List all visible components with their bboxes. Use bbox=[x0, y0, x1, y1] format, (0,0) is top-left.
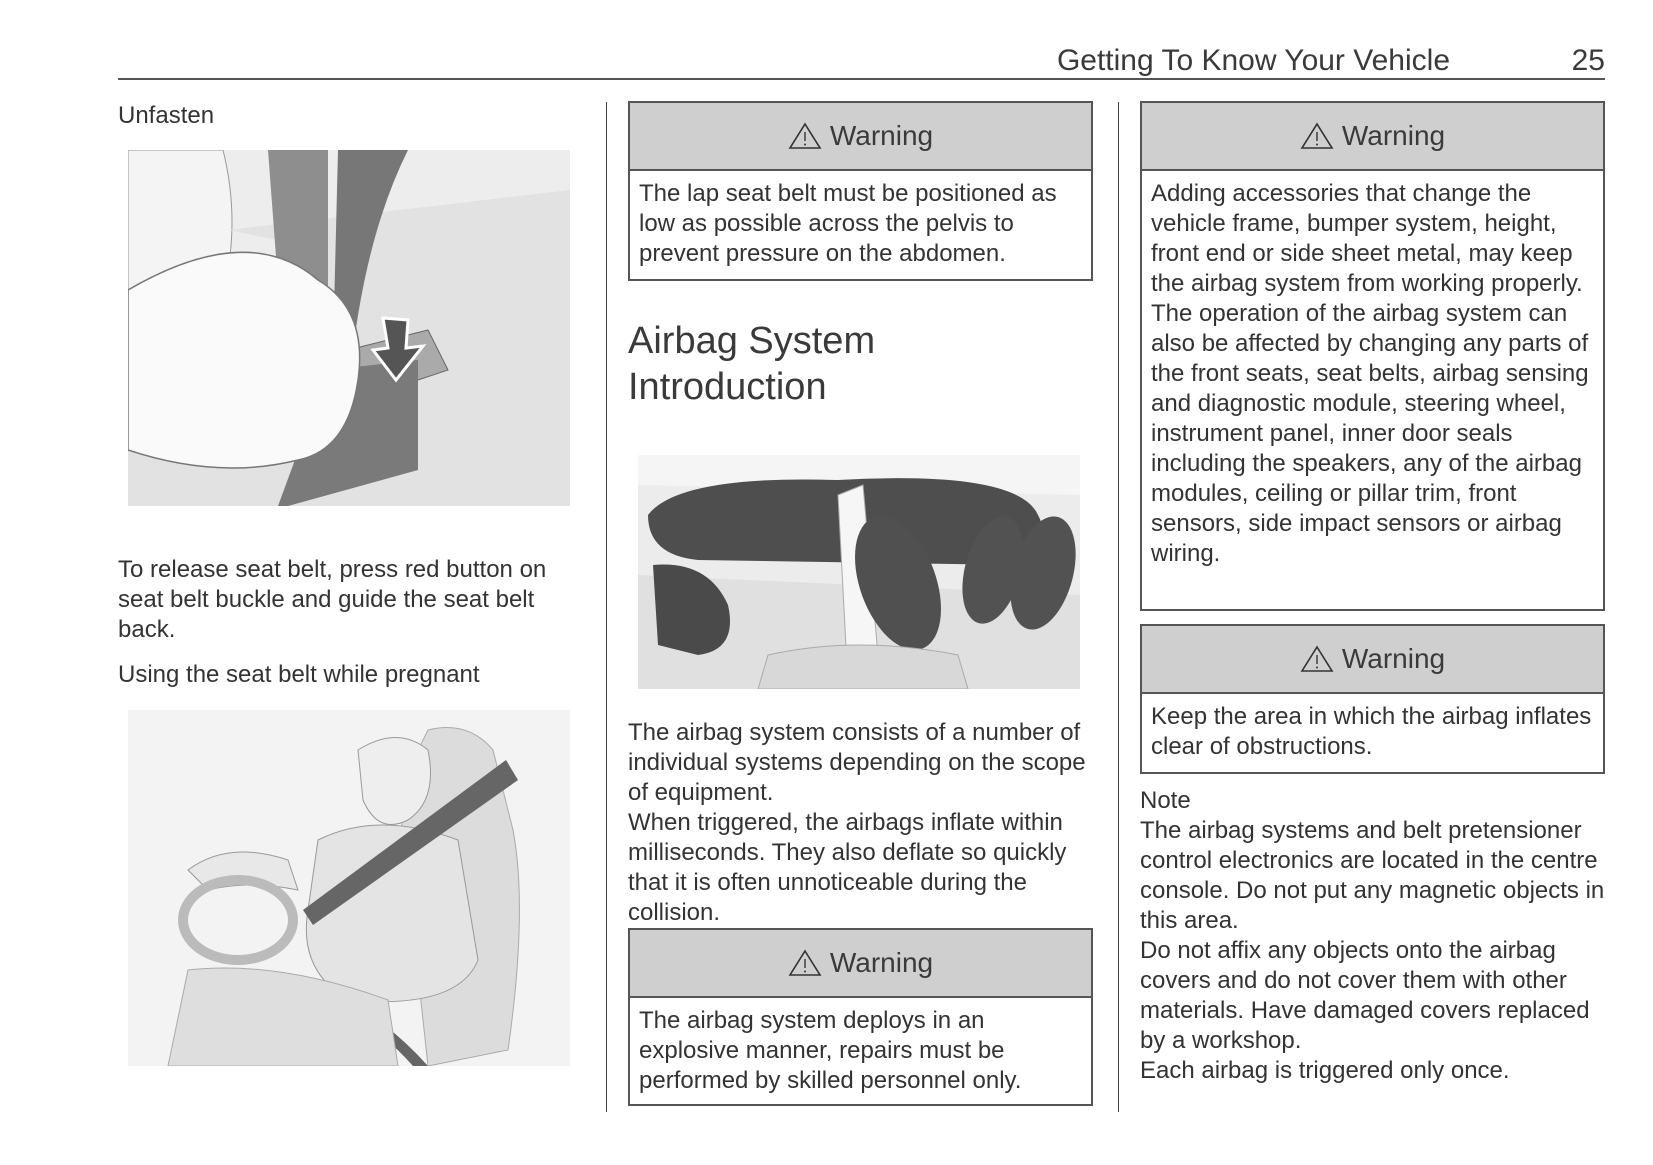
warning-box-explosive bbox=[628, 928, 1093, 1106]
warning-triangle-icon bbox=[1300, 122, 1334, 150]
warning-box-lap-belt bbox=[628, 101, 1093, 281]
warning-box-obstructions bbox=[1140, 624, 1605, 774]
warning-triangle-icon bbox=[788, 949, 822, 977]
unfasten-heading: Unfasten bbox=[118, 102, 215, 129]
warning-text: Adding accessories that change the vehicle frame, bumper system, height, front end or side sheet metal, may keep the airbag system from working properly. The operation of the airbag system can also be affected by changing any parts of the front seats, seat belts, airbag sensing and diagnostic module, steering wheel, instrument panel, inner door seals including the speakers, any of the airbag modules, ceiling or pillar trim, front sensors, side impact sensors or airbag wiring. bbox=[1151, 180, 1589, 567]
airbag-system-illustration bbox=[638, 455, 1080, 689]
section-heading-line-2: Introduction bbox=[628, 366, 827, 408]
note-block bbox=[1140, 786, 1610, 1086]
pregnant-driver-illustration bbox=[128, 710, 570, 1066]
airbag-intro-text-2: When triggered, the airbags inflate within milliseconds. They also deflate so quickly that it is often unnoticeable during the collision. bbox=[628, 809, 1067, 926]
warning-text: The lap seat belt must be positioned as low as possible across the pelvis to prevent pressure on the abdomen. bbox=[639, 180, 1057, 267]
deployed-airbags-illustration bbox=[638, 455, 1080, 689]
section-heading-line-1: Airbag System bbox=[628, 320, 876, 362]
section-title: Getting To Know Your Vehicle bbox=[1056, 44, 1450, 77]
release-instruction-text: To release seat belt, press red button on seat belt buckle and guide the seat belt back. bbox=[118, 556, 547, 643]
warning-header bbox=[630, 930, 1091, 998]
note-text-2: Do not affix any objects onto the airbag covers and do not cover them with other materials. Have damaged covers replaced by a workshop. bbox=[1140, 937, 1590, 1054]
note-text-3: Each airbag is triggered only once. bbox=[1140, 1057, 1510, 1084]
column-divider bbox=[1118, 102, 1119, 1112]
warning-text: Keep the area in which the airbag inflates clear of obstructions. bbox=[1151, 703, 1592, 760]
pregnant-seat-belt-illustration bbox=[128, 710, 570, 1066]
warning-triangle-icon bbox=[1300, 645, 1334, 673]
warning-header bbox=[630, 103, 1091, 171]
unfasten-illustration bbox=[128, 150, 570, 506]
seat-belt-release-illustration bbox=[128, 150, 570, 506]
warning-title: Warning bbox=[1341, 643, 1446, 674]
warning-box-accessories bbox=[1140, 101, 1605, 611]
airbag-intro-text-1: The airbag system consists of a number of individual systems depending on the scope of equipment. bbox=[628, 719, 1086, 806]
warning-text: The airbag system deploys in an explosive manner, repairs must be performed by skilled personnel only. bbox=[639, 1007, 1022, 1094]
note-label: Note bbox=[1140, 787, 1191, 814]
warning-title: Warning bbox=[829, 120, 934, 151]
warning-title: Warning bbox=[829, 947, 934, 978]
warning-header bbox=[1142, 626, 1603, 694]
section-heading bbox=[628, 318, 875, 410]
page-number: 25 bbox=[1571, 44, 1605, 77]
warning-title: Warning bbox=[1341, 120, 1446, 151]
note-text-1: The airbag systems and belt pretensioner control electronics are located in the centre console. Do not put any magnetic objects in this area. bbox=[1140, 817, 1605, 934]
warning-triangle-icon bbox=[788, 122, 822, 150]
page-header bbox=[118, 40, 1605, 80]
warning-header bbox=[1142, 103, 1603, 171]
pregnant-heading: Using the seat belt while pregnant bbox=[118, 661, 480, 688]
column-divider bbox=[606, 102, 607, 1112]
